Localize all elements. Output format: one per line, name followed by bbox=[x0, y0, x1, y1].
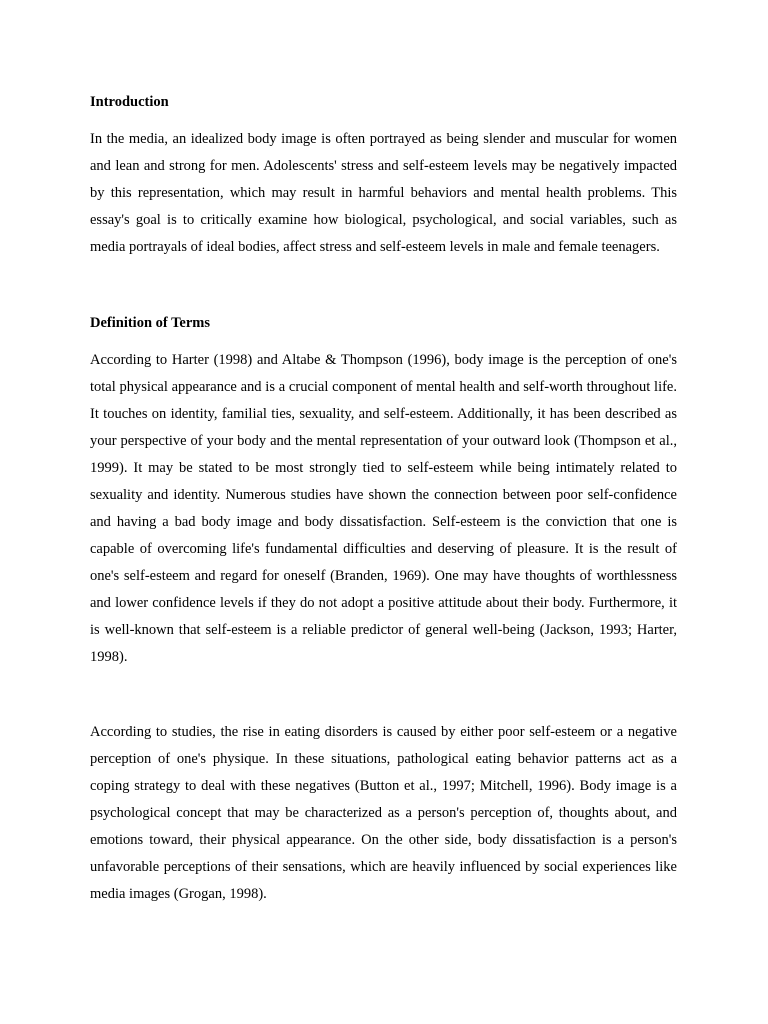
paragraph-spacer bbox=[90, 671, 677, 719]
definition-paragraph-2: According to studies, the rise in eating disorders is caused by either poor self-esteem or a negative perception of one's physique. In these situations, pathological eating behavior patterns act as a coping strategy to deal with these negatives (Button et al., 1997; Mitchell, 1996). Body image is a psychological concept that may be characterized as a person's perception of, thoughts about, and emotions toward, their physical appearance. On the other side, body dissatisfaction is a person's unfavorable perceptions of their sensations, which are heavily influenced by social experiences like media images (Grogan, 1998). bbox=[90, 724, 677, 902]
section-heading-introduction: Introduction bbox=[90, 94, 169, 110]
definition-paragraph-1: According to Harter (1998) and Altabe & Thompson (1996), body image is the perception of one's total physical appearance and is a crucial component of mental health and self-worth throughout life. It touches on identity, familial ties, sexuality, and self-esteem. Additionally, it has been described as your perspective of your body and the mental representation of your outward look (Thompson et al., 1999). It may be stated to be most strongly tied to self-esteem while being intimately related to sexuality and identity. Numerous studies have shown the connection between poor self-confidence and having a bad body image and body dissatisfaction. Self-esteem is the conviction that one is capable of overcoming life's fundamental difficulties and deserving of pleasure. It is the result of one's self-esteem and regard for oneself (Branden, 1969). One may have thoughts of worthlessness and lower confidence levels if they do not adopt a positive attitude about their body. Furthermore, it is well-known that self-esteem is a reliable predictor of general well-being (Jackson, 1993; Harter, 1998). bbox=[90, 352, 677, 665]
section-heading-definition-of-terms: Definition of Terms bbox=[90, 315, 211, 331]
introduction-paragraph: In the media, an idealized body image is often portrayed as being slender and muscular for women and lean and strong for men. Adolescents' stress and self-esteem levels may be negatively impacted by this representation, which may result in harmful behaviors and mental health problems. This essay's goal is to critically examine how biological, psychological, and social variables, such as media portrayals of ideal bodies, affect stress and self-esteem levels in male and female teenagers. bbox=[90, 131, 677, 255]
document-page bbox=[90, 92, 677, 908]
section-spacer bbox=[90, 261, 677, 313]
